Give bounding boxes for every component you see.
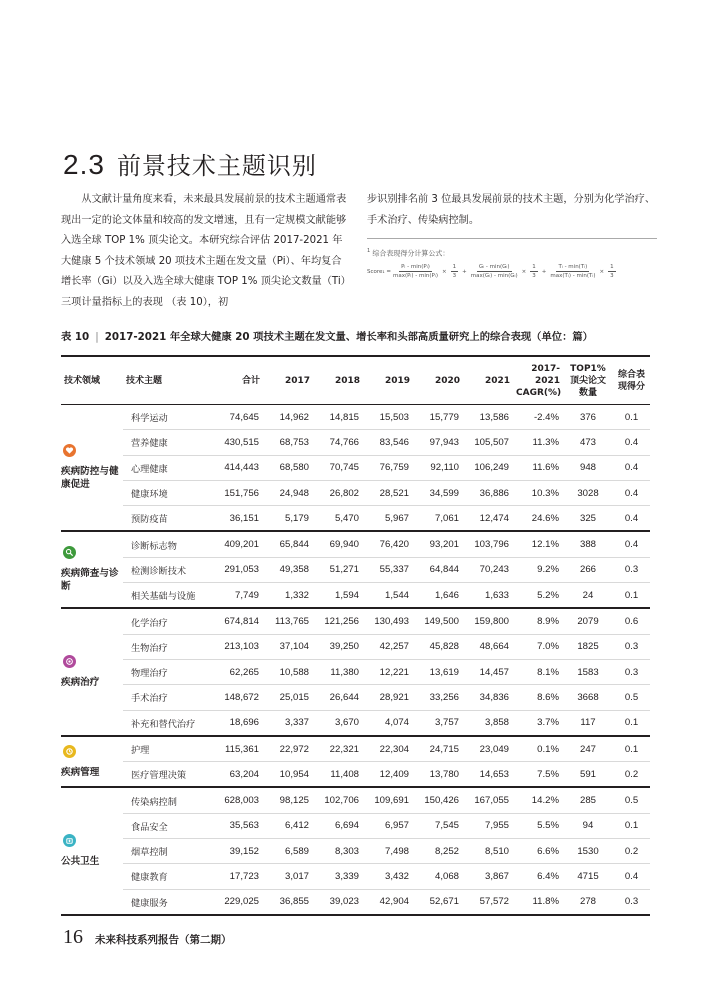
top1-cell: 388: [563, 531, 613, 557]
treatment-icon: [63, 655, 76, 668]
header-2018: 2018: [313, 356, 363, 405]
screening-icon: [63, 546, 76, 559]
y2018-cell: 22,321: [313, 736, 363, 762]
topic-cell: 营养健康: [123, 430, 209, 455]
score-cell: 0.1: [613, 710, 650, 736]
score-cell: 0.1: [613, 405, 650, 430]
total-cell: 74,645: [209, 405, 263, 430]
y2021-cell: 12,474: [463, 506, 513, 532]
y2017-cell: 10,588: [263, 659, 313, 684]
y2017-cell: 6,589: [263, 839, 313, 864]
score-cell: 0.6: [613, 608, 650, 634]
cagr-cell: 6.4%: [513, 864, 563, 889]
y2021-cell: 14,653: [463, 762, 513, 788]
field-cell: [61, 787, 123, 914]
public-health-icon: [63, 834, 76, 847]
cagr-cell: 5.2%: [513, 583, 563, 609]
cagr-cell: 8.9%: [513, 608, 563, 634]
table-row: [61, 813, 650, 838]
total-cell: 7,749: [209, 583, 263, 609]
term-t-denominator: max(Tᵢ) - min(Tᵢ): [550, 273, 596, 280]
total-cell: 430,515: [209, 430, 263, 455]
score-cell: 0.4: [613, 864, 650, 889]
formula-title: [367, 248, 657, 258]
y2021-cell: 48,664: [463, 634, 513, 659]
y2018-cell: 3,670: [313, 710, 363, 736]
y2021-cell: 159,800: [463, 608, 513, 634]
formula-term-t: [550, 264, 595, 279]
y2021-cell: 3,858: [463, 710, 513, 736]
cagr-cell: 10.3%: [513, 480, 563, 505]
y2019-cell: 76,420: [363, 531, 413, 557]
table-title: 2017-2021 年全球大健康 20 项技术主题在发文量、增长率和头部高质量研究上的综合表现（单位：篇）: [104, 331, 593, 343]
y2018-cell: 5,470: [313, 506, 363, 532]
topic-cell: 烟草控制: [123, 839, 209, 864]
score-cell: 0.4: [613, 506, 650, 532]
table-row: [61, 889, 650, 915]
weight-numerator: 1: [452, 264, 457, 271]
body-text-right: 步识别排名前 3 位最具发展前景的技术主题，分别为化学治疗、手术治疗、传染病控制。: [367, 194, 656, 226]
table-row: [61, 762, 650, 788]
topic-cell: 检测诊断技术: [123, 557, 209, 582]
cagr-cell: 11.6%: [513, 455, 563, 480]
cagr-cell: 7.5%: [513, 762, 563, 788]
y2019-cell: 1,544: [363, 583, 413, 609]
term-g-denominator: max(Gᵢ) - min(Gᵢ): [470, 273, 518, 280]
table-row: [61, 787, 650, 813]
y2021-cell: 1,633: [463, 583, 513, 609]
y2019-cell: 42,257: [363, 634, 413, 659]
topic-cell: 护理: [123, 736, 209, 762]
cagr-cell: 7.0%: [513, 634, 563, 659]
top1-cell: 24: [563, 583, 613, 609]
y2017-cell: 68,580: [263, 455, 313, 480]
top1-cell: 247: [563, 736, 613, 762]
y2017-cell: 3,017: [263, 864, 313, 889]
y2018-cell: 3,339: [313, 864, 363, 889]
times-sign: ×: [521, 268, 527, 275]
total-cell: 115,361: [209, 736, 263, 762]
total-cell: 229,025: [209, 889, 263, 915]
section-number: 2.3: [63, 149, 105, 181]
y2017-cell: 98,125: [263, 787, 313, 813]
field-name: 疾病防控与健康促进: [61, 466, 119, 491]
cagr-cell: 0.1%: [513, 736, 563, 762]
y2021-cell: 103,796: [463, 531, 513, 557]
times-sign: ×: [599, 268, 605, 275]
y2018-cell: 121,256: [313, 608, 363, 634]
topic-cell: 心理健康: [123, 455, 209, 480]
table-row: [61, 405, 650, 430]
y2017-cell: 36,855: [263, 889, 313, 915]
top1-cell: 117: [563, 710, 613, 736]
y2018-cell: 8,303: [313, 839, 363, 864]
cagr-cell: 8.6%: [513, 685, 563, 710]
y2019-cell: 6,957: [363, 813, 413, 838]
total-cell: 628,003: [209, 787, 263, 813]
y2019-cell: 12,221: [363, 659, 413, 684]
y2018-cell: 70,745: [313, 455, 363, 480]
weight-denominator: 3: [610, 273, 614, 280]
cagr-cell: 14.2%: [513, 787, 563, 813]
y2019-cell: 12,409: [363, 762, 413, 788]
table-row: [61, 430, 650, 455]
total-cell: 674,814: [209, 608, 263, 634]
header-total: 合计: [209, 356, 263, 405]
header-field: 技术领域: [61, 356, 123, 405]
topic-cell: 诊断标志物: [123, 531, 209, 557]
y2018-cell: 102,706: [313, 787, 363, 813]
formula-note: [367, 238, 657, 299]
total-cell: 62,265: [209, 659, 263, 684]
table-row: [61, 659, 650, 684]
y2018-cell: 39,250: [313, 634, 363, 659]
score-cell: 0.3: [613, 557, 650, 582]
y2019-cell: 109,691: [363, 787, 413, 813]
topic-cell: 健康教育: [123, 864, 209, 889]
y2018-cell: 39,023: [313, 889, 363, 915]
cagr-cell: 24.6%: [513, 506, 563, 532]
field-cell: [61, 736, 123, 788]
score-cell: 0.3: [613, 634, 650, 659]
section-title: 前景技术主题识别: [116, 152, 317, 181]
body-text-left: 从文献计量角度来看，未来最具发展前景的技术主题通常表现出一定的论文体量和较高的发文增速，且有一定规模文献能够入选全球 TOP 1% 顶尖论文。本研究综合评估 2017-2021 年大健康 5 个技术领域 20 项技术主题在发文量（Pi）、年均复合增长率（Gi）以及入选全球大健康 TOP 1% 顶尖论文数量（Ti）三项计量指标上的表现 （表 10），初: [61, 194, 347, 308]
caption-separator: |: [95, 331, 99, 343]
field-name: 疾病筛查与诊断: [61, 568, 119, 593]
y2019-cell: 5,967: [363, 506, 413, 532]
y2020-cell: 13,619: [413, 659, 463, 684]
report-title: 未来科技系列报告（第二期）: [95, 934, 232, 946]
total-cell: 35,563: [209, 813, 263, 838]
cagr-cell: -2.4%: [513, 405, 563, 430]
topic-cell: 化学治疗: [123, 608, 209, 634]
score-formula: [367, 264, 657, 279]
top1-cell: 1583: [563, 659, 613, 684]
field-cell: [61, 405, 123, 532]
table-row: [61, 839, 650, 864]
top1-cell: 285: [563, 787, 613, 813]
y2021-cell: 36,886: [463, 480, 513, 505]
weight-denominator: 3: [452, 273, 457, 280]
y2020-cell: 15,779: [413, 405, 463, 430]
header-2020: 2020: [413, 356, 463, 405]
top1-cell: 3028: [563, 480, 613, 505]
y2019-cell: 4,074: [363, 710, 413, 736]
weight-fraction: [608, 264, 616, 279]
formula-term-p: [393, 264, 438, 279]
y2019-cell: 28,921: [363, 685, 413, 710]
score-cell: 0.1: [613, 583, 650, 609]
score-cell: 0.2: [613, 839, 650, 864]
y2021-cell: 57,572: [463, 889, 513, 915]
total-cell: 213,103: [209, 634, 263, 659]
topic-cell: 科学运动: [123, 405, 209, 430]
y2017-cell: 65,844: [263, 531, 313, 557]
y2020-cell: 64,844: [413, 557, 463, 582]
topic-cell: 健康服务: [123, 889, 209, 915]
header-cagr: 2017-2021 CAGR(%): [513, 356, 563, 405]
total-cell: 414,443: [209, 455, 263, 480]
y2018-cell: 26,802: [313, 480, 363, 505]
header-topic: 技术主题: [123, 356, 209, 405]
term-p-numerator: Pᵢ - min(Pᵢ): [401, 264, 430, 271]
table-row: [61, 455, 650, 480]
y2018-cell: 74,766: [313, 430, 363, 455]
topics-table: [61, 355, 650, 916]
topic-cell: 医疗管理决策: [123, 762, 209, 788]
weight-numerator: 1: [610, 264, 614, 271]
score-cell: 0.1: [613, 736, 650, 762]
top1-cell: 948: [563, 455, 613, 480]
table-row: [61, 506, 650, 532]
top1-cell: 2079: [563, 608, 613, 634]
plus-sign: +: [462, 268, 467, 275]
top1-cell: 591: [563, 762, 613, 788]
topic-cell: 相关基础与设施: [123, 583, 209, 609]
formula-term-g: [471, 264, 518, 279]
y2019-cell: 130,493: [363, 608, 413, 634]
formula-lhs: Score₁ =: [367, 268, 391, 275]
page-footer: [63, 926, 232, 949]
y2020-cell: 3,757: [413, 710, 463, 736]
table-row: [61, 685, 650, 710]
field-cell: [61, 608, 123, 735]
y2020-cell: 93,201: [413, 531, 463, 557]
section-heading: [63, 146, 317, 181]
cagr-cell: 5.5%: [513, 813, 563, 838]
y2019-cell: 28,521: [363, 480, 413, 505]
topic-cell: 健康环境: [123, 480, 209, 505]
y2021-cell: 8,510: [463, 839, 513, 864]
cagr-cell: 9.2%: [513, 557, 563, 582]
total-cell: 18,696: [209, 710, 263, 736]
total-cell: 36,151: [209, 506, 263, 532]
term-t-numerator: Tᵢ - min(Tᵢ): [558, 264, 588, 271]
table-row: [61, 710, 650, 736]
y2017-cell: 113,765: [263, 608, 313, 634]
total-cell: 63,204: [209, 762, 263, 788]
y2020-cell: 97,943: [413, 430, 463, 455]
y2017-cell: 3,337: [263, 710, 313, 736]
formula-title-text: 综合表现得分计算公式：: [372, 249, 450, 258]
y2019-cell: 22,304: [363, 736, 413, 762]
weight-numerator: 1: [532, 264, 536, 271]
y2021-cell: 7,955: [463, 813, 513, 838]
times-sign: ×: [442, 268, 447, 275]
y2021-cell: 167,055: [463, 787, 513, 813]
table-row: [61, 608, 650, 634]
y2021-cell: 70,243: [463, 557, 513, 582]
weight-denominator: 3: [532, 273, 536, 280]
weight-fraction: [451, 264, 459, 279]
cagr-cell: 3.7%: [513, 710, 563, 736]
score-cell: 0.4: [613, 480, 650, 505]
y2020-cell: 4,068: [413, 864, 463, 889]
y2018-cell: 11,380: [313, 659, 363, 684]
cagr-cell: 12.1%: [513, 531, 563, 557]
total-cell: 151,756: [209, 480, 263, 505]
y2020-cell: 7,545: [413, 813, 463, 838]
y2020-cell: 150,426: [413, 787, 463, 813]
field-name: 疾病管理: [61, 766, 100, 778]
table-header-row: [61, 356, 650, 405]
table-row: [61, 557, 650, 582]
total-cell: 291,053: [209, 557, 263, 582]
y2018-cell: 14,815: [313, 405, 363, 430]
y2020-cell: 8,252: [413, 839, 463, 864]
total-cell: 148,672: [209, 685, 263, 710]
plus-sign: +: [541, 268, 547, 275]
weight-fraction: [530, 264, 538, 279]
top1-cell: 4715: [563, 864, 613, 889]
footnote-mark: 1: [367, 248, 371, 254]
header-2019: 2019: [363, 356, 413, 405]
y2019-cell: 15,503: [363, 405, 413, 430]
management-icon: [63, 745, 76, 758]
y2017-cell: 1,332: [263, 583, 313, 609]
topic-cell: 生物治疗: [123, 634, 209, 659]
y2018-cell: 1,594: [313, 583, 363, 609]
y2018-cell: 11,408: [313, 762, 363, 788]
score-cell: 0.4: [613, 531, 650, 557]
y2021-cell: 14,457: [463, 659, 513, 684]
y2020-cell: 92,110: [413, 455, 463, 480]
y2019-cell: 76,759: [363, 455, 413, 480]
header-2021: 2021: [463, 356, 513, 405]
y2017-cell: 6,412: [263, 813, 313, 838]
table-row: [61, 480, 650, 505]
term-g-numerator: Gᵢ - min(Gᵢ): [478, 264, 510, 271]
top1-cell: 1530: [563, 839, 613, 864]
y2021-cell: 106,249: [463, 455, 513, 480]
topic-cell: 手术治疗: [123, 685, 209, 710]
y2020-cell: 1,646: [413, 583, 463, 609]
y2021-cell: 34,836: [463, 685, 513, 710]
field-cell: [61, 531, 123, 608]
y2017-cell: 68,753: [263, 430, 313, 455]
topic-cell: 预防疫苗: [123, 506, 209, 532]
score-cell: 0.4: [613, 430, 650, 455]
score-cell: 0.4: [613, 455, 650, 480]
y2020-cell: 7,061: [413, 506, 463, 532]
y2018-cell: 51,271: [313, 557, 363, 582]
top1-cell: 278: [563, 889, 613, 915]
header-top1: TOP1% 顶尖论文数量: [563, 356, 613, 405]
term-p-denominator: max(Pᵢ) - min(Pᵢ): [392, 273, 438, 280]
y2019-cell: 42,904: [363, 889, 413, 915]
y2017-cell: 37,104: [263, 634, 313, 659]
y2017-cell: 22,972: [263, 736, 313, 762]
total-cell: 409,201: [209, 531, 263, 557]
y2020-cell: 149,500: [413, 608, 463, 634]
top1-cell: 94: [563, 813, 613, 838]
page-number: 16: [63, 926, 83, 948]
top1-cell: 473: [563, 430, 613, 455]
field-name: 公共卫生: [61, 856, 100, 868]
y2020-cell: 13,780: [413, 762, 463, 788]
table-body: [61, 405, 650, 915]
y2019-cell: 7,498: [363, 839, 413, 864]
y2018-cell: 6,694: [313, 813, 363, 838]
cagr-cell: 11.8%: [513, 889, 563, 915]
y2019-cell: 3,432: [363, 864, 413, 889]
top1-cell: 325: [563, 506, 613, 532]
y2019-cell: 83,546: [363, 430, 413, 455]
table-label: 表 10: [61, 331, 90, 343]
top1-cell: 266: [563, 557, 613, 582]
table-caption: [61, 328, 661, 343]
score-cell: 0.3: [613, 659, 650, 684]
total-cell: 17,723: [209, 864, 263, 889]
table-row: [61, 531, 650, 557]
y2020-cell: 52,671: [413, 889, 463, 915]
field-name: 疾病治疗: [61, 677, 100, 689]
table-row: [61, 864, 650, 889]
topic-cell: 物理治疗: [123, 659, 209, 684]
score-cell: 0.1: [613, 813, 650, 838]
cagr-cell: 6.6%: [513, 839, 563, 864]
y2017-cell: 24,948: [263, 480, 313, 505]
top1-cell: 376: [563, 405, 613, 430]
total-cell: 39,152: [209, 839, 263, 864]
y2017-cell: 5,179: [263, 506, 313, 532]
cagr-cell: 8.1%: [513, 659, 563, 684]
y2021-cell: 23,049: [463, 736, 513, 762]
y2020-cell: 34,599: [413, 480, 463, 505]
table-row: [61, 634, 650, 659]
y2021-cell: 105,507: [463, 430, 513, 455]
y2017-cell: 49,358: [263, 557, 313, 582]
y2018-cell: 26,644: [313, 685, 363, 710]
y2018-cell: 69,940: [313, 531, 363, 557]
heart-icon: [63, 444, 76, 457]
top1-cell: 3668: [563, 685, 613, 710]
y2017-cell: 25,015: [263, 685, 313, 710]
table-row: [61, 583, 650, 609]
table-row: [61, 736, 650, 762]
topic-cell: 食品安全: [123, 813, 209, 838]
score-cell: 0.2: [613, 762, 650, 788]
y2019-cell: 55,337: [363, 557, 413, 582]
score-cell: 0.5: [613, 685, 650, 710]
score-cell: 0.3: [613, 889, 650, 915]
top1-cell: 1825: [563, 634, 613, 659]
header-score: 综合表现得分: [613, 356, 650, 405]
y2021-cell: 13,586: [463, 405, 513, 430]
y2020-cell: 45,828: [413, 634, 463, 659]
topic-cell: 传染病控制: [123, 787, 209, 813]
y2020-cell: 33,256: [413, 685, 463, 710]
topic-cell: 补充和替代治疗: [123, 710, 209, 736]
y2017-cell: 10,954: [263, 762, 313, 788]
y2021-cell: 3,867: [463, 864, 513, 889]
y2020-cell: 24,715: [413, 736, 463, 762]
y2017-cell: 14,962: [263, 405, 313, 430]
header-2017: 2017: [263, 356, 313, 405]
cagr-cell: 11.3%: [513, 430, 563, 455]
score-cell: 0.5: [613, 787, 650, 813]
